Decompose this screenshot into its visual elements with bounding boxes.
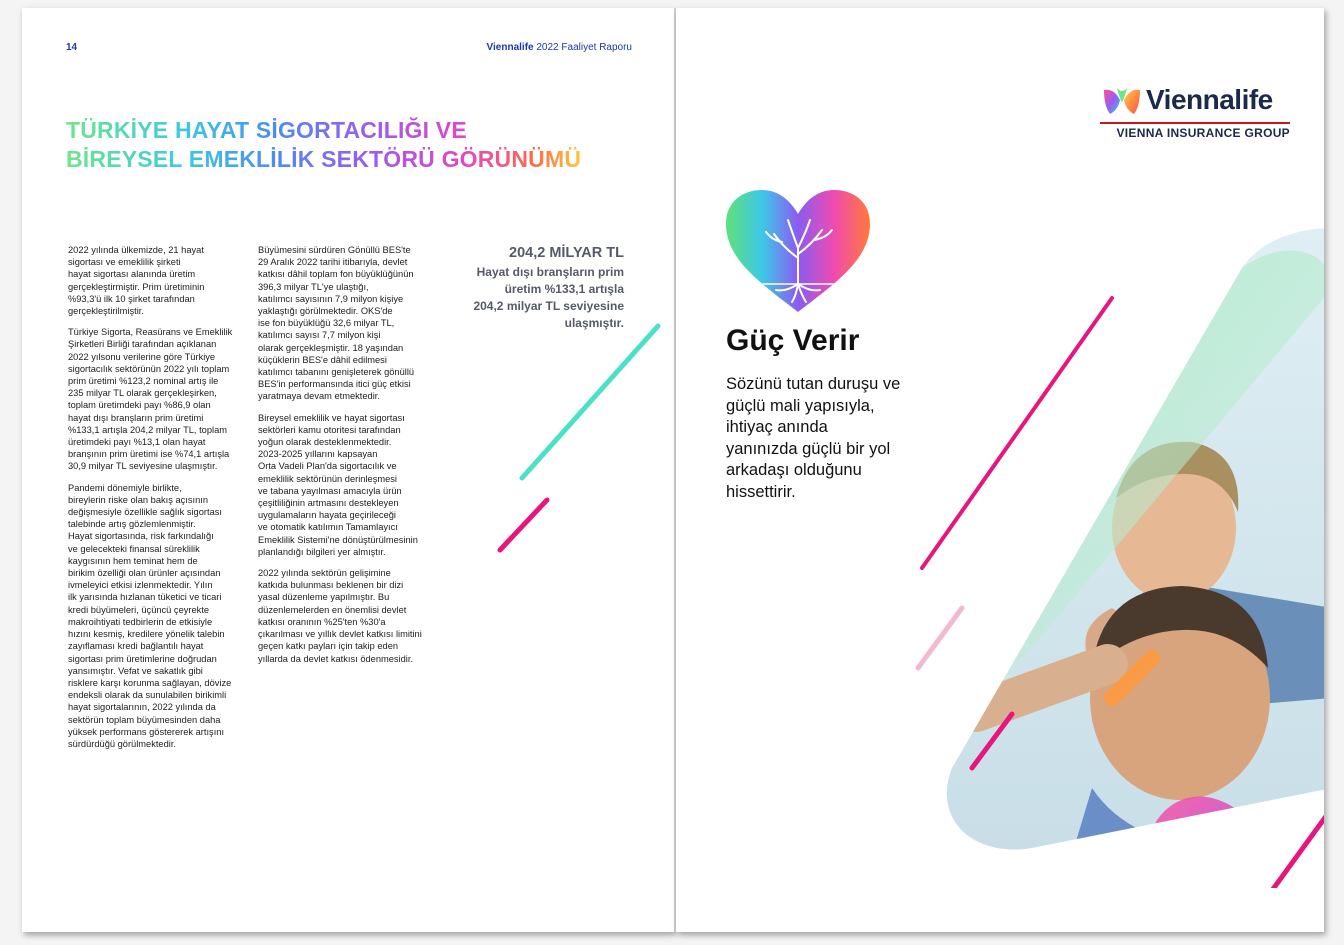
paragraph: Bireysel emeklilik ve hayat sigortası sektörleri kamu otoritesi tarafından yoğun olarak desteklenmektedir. 2023-2025 yıllarını kapsayan Orta Vadeli Plan'da sigortacılık ve emeklilik sektörünün derinleşmesi ve tabana yayılması amacıyla ürün çeşitliliğinin artmasını destekleyen uygulamaların hayata geçirileceği ve otomatik katılımın Tamamlayıcı Emeklilik Sistemi'ne dönüştürülmesinin planlandığı bilgileri yer almıştır. — [258, 412, 418, 557]
right-page — [676, 8, 1324, 932]
section-title-line1: TÜRKİYE HAYAT SİGORTACILIĞI VE — [66, 117, 467, 143]
slogan-text: Sözünü tutan duruşu ve güçlü mali yapısıyla, ihtiyaç anında yanınızda güçlü bir yol arkadaşı olduğunu hissettirir. — [726, 375, 901, 501]
paragraph: Türkiye Sigorta, Reasürans ve Emeklilik Şirketleri Birliği tarafından açıklanan 2022 yılsonu verilerine göre Türkiye sigortacılık sektörünün 2022 yılı toplam prim üretimi %123,2 nominal artış ile 235 milyar TL olarak gerçekleşirken, toplam üretimdeki payı %86,9 olan hayat dışı branşların prim üretimi %133,1 artışla 204,2 milyar TL, toplam üretimdeki payı %13,1 olan hayat branşının prim üretimi ise %74,1 artışla 30,9 milyar TL seviyesine ulaşmıştır. — [68, 327, 233, 472]
brand-name: Viennalife — [1146, 84, 1273, 115]
slogan-title: Güç Verir — [726, 324, 860, 357]
section-title-line2: BİREYSEL EMEKLİLİK SEKTÖRÜ GÖRÜNÜMÜ — [66, 146, 582, 172]
rainbow-heart-tree-icon — [722, 184, 874, 314]
brand-divider — [1100, 122, 1290, 124]
viennalife-logo-icon — [1100, 84, 1144, 118]
left-page — [22, 8, 674, 932]
brand-group: VIENNA INSURANCE GROUP — [1116, 126, 1290, 140]
father-son-photo — [912, 228, 1324, 888]
paragraph: 2022 yılında sektörün gelişimine katkıda bulunması beklenen bir dizi yasal düzenleme yapılmıştır. Bu düzenlemelerden en önemlisi devlet katkısı oranının %25'ten %30'a çıkarılması ve yıllık devlet katkısı limitini geçen katkı payları için takip eden yıllarda da devlet katkısı ödenmesidir. — [258, 568, 422, 664]
brand-logo — [1100, 82, 1290, 152]
decorative-lines — [22, 8, 674, 932]
paragraph: Büyümesini sürdüren Gönüllü BES'te 29 Aralık 2022 tarihi itibarıyla, devlet katkısı dâhil toplam fon büyüklüğünün 396,3 milyar TL'ye ulaştığı, katılımcı sayısının 7,9 milyon kişiye yaklaştığı görülmektedir. OKS'de ise fon büyüklüğü 32,6 milyar TL, katılımcı sayısı 7,7 milyon kişi olarak gerçekleşmiştir. 18 yaşından küçüklerin BES'e dâhil edilmesi katılımcı tabanını genişleterek gönüllü BES'in performansında itici güç etkisi yaratmaya devam etmektedir. — [258, 245, 415, 402]
paragraph: 2022 yılında ülkemizde, 21 hayat sigortası ve emeklilik şirketi hayat sigortası alanında üretim gerçekleştirmiştir. Prim üretiminin %93,3'ü ilk 10 şirket tarafından gerçekleştirilmiştir. — [68, 245, 205, 317]
highlight-title: 204,2 MİLYAR TL — [509, 245, 624, 261]
magenta-stripe — [500, 500, 547, 550]
page-number: 14 — [66, 42, 78, 53]
teal-stripe — [522, 326, 658, 478]
running-head-brand: Viennalife — [486, 42, 534, 53]
highlight-text: Hayat dışı branşların prim üretim %133,1 artışla 204,2 milyar TL seviyesine ulaşmıştır. — [473, 265, 624, 330]
paragraph: Pandemi dönemiyle birlikte, bireylerin riske olan bakış açısının değişmesiyle özellikle sağlık sigortası talebinde artış gözlemlenmiştir. Hayat sigortasında, risk farkındalığı ve gelecekteki finansal süreklilik kaygısının hem teminat hem de birikim özelliği olan ürünler açısından ivmeleyici etkisi izlenmektedir. Yılın ilk yarısında hızlanan tüketici ve ticari kredi büyümeleri, üçüncü çeyrekte makroihtiyati tedbirlerin de etkisiyle hızını kesmiş, kredilere yönelik talebin zayıflaması kredi bağlantılı hayat sigortası prim üretimlerine doğrudan yansımıştır. Vefat ve sakatlık gibi risklere karşı korunma sağlayan, dövize endeksli olarak da sunulabilen birikimli hayat sigortalarının, 2022 yılında da sektörün toplam büyümesinden daha yüksek performans göstererek artışını sürdürdüğü görülmektedir. — [68, 482, 232, 749]
running-head-title: 2022 Faaliyet Raporu — [533, 42, 632, 53]
